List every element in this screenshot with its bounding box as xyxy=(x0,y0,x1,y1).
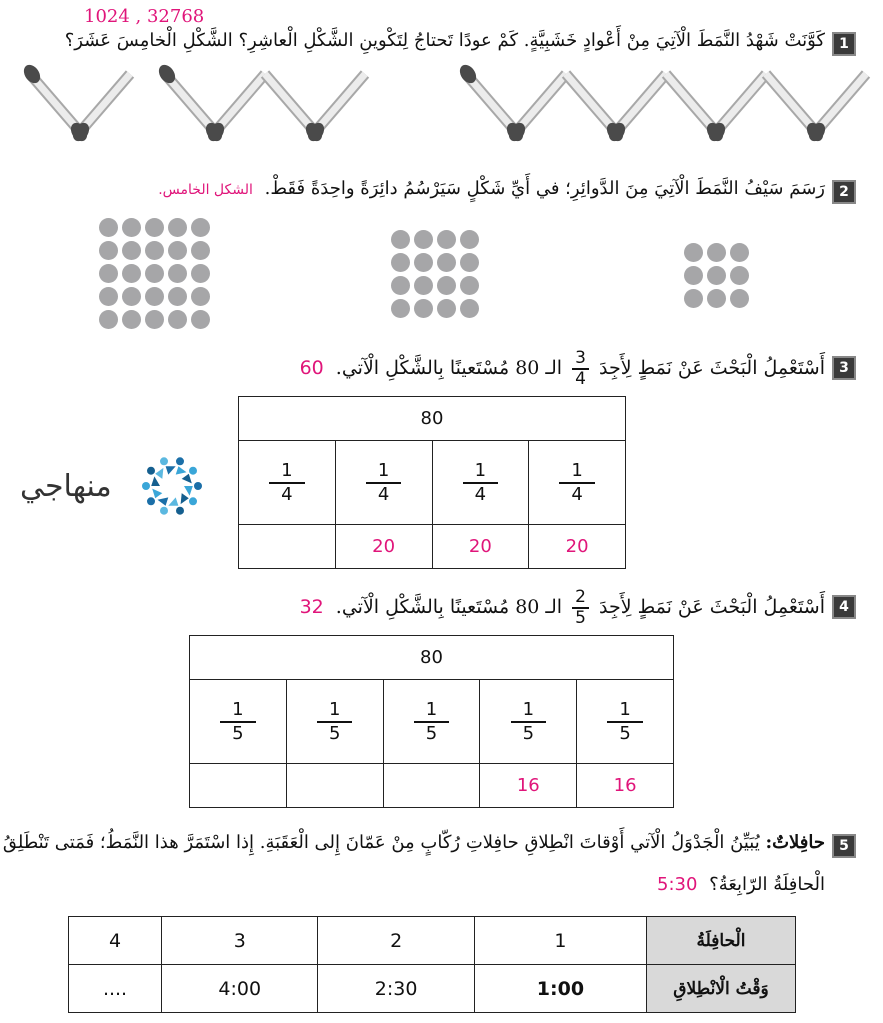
q5-number-badge: 5 xyxy=(832,834,856,858)
q1-number-badge: 1 xyxy=(832,32,856,56)
circle-dot xyxy=(391,299,410,318)
circle-dot xyxy=(168,287,187,306)
q4-text xyxy=(300,585,825,629)
q4-total-cell: 80 xyxy=(190,636,674,680)
logo-person-head xyxy=(176,457,184,465)
logo-person-body xyxy=(181,493,189,504)
circle-dot xyxy=(122,287,141,306)
q4-cell-den: 5 xyxy=(425,722,438,744)
logo-person-body xyxy=(182,474,192,484)
q5-bus-number-cell: 1 xyxy=(474,917,646,965)
q5-line2 xyxy=(657,874,825,895)
q2-text xyxy=(158,178,825,199)
q3-cell-fraction xyxy=(463,460,498,506)
q2-grid-4x4 xyxy=(391,230,479,318)
q4-cell-fraction xyxy=(511,699,546,745)
circle-dot xyxy=(99,310,118,329)
circle-dot xyxy=(414,276,433,295)
q5-bus-header-cell: الْحافِلَةُ xyxy=(647,917,796,965)
circle-dot xyxy=(460,230,479,249)
q4-fraction-cell xyxy=(577,680,674,764)
q3-fraction-cell xyxy=(529,441,626,525)
q4-cell-num: 1 xyxy=(607,699,642,723)
logo-person-body xyxy=(152,489,162,499)
q5-bus-number-cell: 4 xyxy=(69,917,162,965)
circle-dot xyxy=(391,253,410,272)
q3-fraction xyxy=(572,349,589,389)
q2-question: رَسَمَ سَيْفُ النَّمَطَ الْآتِيَ مِنَ الدَّوائِرِ؛ في أَيِّ شَكْلٍ سَيَرْسُمُ دائِرَةً واحِدَةً فَقَطْ. xyxy=(264,178,825,199)
circle-dot xyxy=(437,253,456,272)
logo-person-head xyxy=(189,497,197,505)
q3-frac-den: 4 xyxy=(575,369,586,389)
q3-cell-num: 1 xyxy=(559,460,594,484)
q5-departure-time-cell: 4:00 xyxy=(162,965,318,1013)
q3-cell-num: 1 xyxy=(269,460,304,484)
circle-dot xyxy=(191,287,210,306)
matchstick xyxy=(806,74,866,144)
circle-dot xyxy=(145,264,164,283)
q4-cell-den: 5 xyxy=(328,722,341,744)
q3-cell-fraction xyxy=(559,460,594,506)
q5-bus-number-cell: 3 xyxy=(162,917,318,965)
circle-dot xyxy=(122,241,141,260)
q3-value-cell xyxy=(239,525,336,569)
q3-cell-den: 4 xyxy=(474,483,487,505)
circle-dot xyxy=(122,218,141,237)
q4-cell-fraction xyxy=(220,699,255,745)
q3-table xyxy=(238,396,626,569)
q3-number-badge: 3 xyxy=(832,356,856,380)
manhaji-logo-icon xyxy=(132,446,212,526)
circle-dot xyxy=(191,310,210,329)
q1-matchstick-figures xyxy=(0,60,883,150)
q3-total-cell: 80 xyxy=(239,397,626,441)
circle-dot xyxy=(414,230,433,249)
logo-person-head xyxy=(142,482,150,490)
circle-dot xyxy=(99,218,118,237)
logo-person-head xyxy=(147,497,155,505)
circle-dot xyxy=(707,289,726,308)
q4-table xyxy=(189,635,674,808)
circle-dot xyxy=(99,241,118,260)
circle-dot xyxy=(99,287,118,306)
circle-dot xyxy=(168,241,187,260)
q4-number-badge: 4 xyxy=(832,595,856,619)
circle-dot xyxy=(684,289,703,308)
q3-cell-num: 1 xyxy=(366,460,401,484)
q3-frac-num: 3 xyxy=(572,349,589,370)
q3-text xyxy=(300,346,825,390)
q3-fraction-cell xyxy=(335,441,432,525)
q5-bus-number-cell: 2 xyxy=(318,917,474,965)
q4-cell-den: 5 xyxy=(232,722,244,744)
circle-dot xyxy=(460,276,479,295)
q4-cell-den: 5 xyxy=(619,722,631,744)
q2-number-badge: 2 xyxy=(832,180,856,204)
q4-cell-fraction xyxy=(607,699,642,745)
q3-fraction-cell xyxy=(432,441,529,525)
q4-fraction-cell xyxy=(286,680,383,764)
circle-dot xyxy=(707,266,726,285)
circle-dot xyxy=(391,230,410,249)
circle-dot xyxy=(145,241,164,260)
circle-dot xyxy=(730,289,749,308)
q4-text-before: أَسْتَعْمِلُ الْبَحْثَ عَنْ نَمَطٍ لِأَجِدَ xyxy=(598,596,825,618)
logo-person-body xyxy=(176,466,187,474)
q2-grid-5x5 xyxy=(99,218,210,329)
q4-cell-num: 1 xyxy=(414,699,449,723)
logo-person-body xyxy=(158,497,169,505)
q4-value-cell: 16 xyxy=(577,764,674,808)
logo-person-body xyxy=(168,497,178,505)
q4-frac-den: 5 xyxy=(575,608,586,628)
q4-cell-den: 5 xyxy=(522,722,535,744)
logo-person-head xyxy=(160,507,168,515)
circle-dot xyxy=(122,310,141,329)
matchstick xyxy=(305,74,365,144)
q3-cell-fraction xyxy=(269,460,304,506)
q1-text: كَوَّنَتْ شَهْدُ النَّمَطَ الْآتِيَ مِنْ أَعْوادٍ خَشَبِيَّةٍ. كَمْ عودًا تَحتاجُ لِتَكْوينِ الشَّكْلِ الْعاشِرِ؟ الشَّكْلِ الْخامِسَ عَشَرَ؟ xyxy=(64,30,825,51)
circle-dot xyxy=(730,266,749,285)
q3-value-cell: 20 xyxy=(529,525,626,569)
q5-label: حافِلاتٌ: xyxy=(765,832,825,853)
matchstick xyxy=(205,74,265,144)
circle-dot xyxy=(145,287,164,306)
circle-dot xyxy=(730,243,749,262)
circle-dot xyxy=(122,264,141,283)
q5-line1 xyxy=(3,832,825,853)
q5-line2-text: الْحافِلَةُ الرّابِعَةُ؟ xyxy=(709,874,825,895)
logo-person-head xyxy=(160,457,168,465)
q5-time-header-cell: وَقْتُ الْانْطِلاقِ xyxy=(647,965,796,1013)
q4-cell-fraction xyxy=(414,699,449,745)
circle-dot xyxy=(391,276,410,295)
q3-cell-den: 4 xyxy=(281,483,293,505)
logo-person-head xyxy=(176,507,184,515)
q4-value-cell xyxy=(286,764,383,808)
q2-grid-3x3 xyxy=(684,243,749,308)
q3-cell-fraction xyxy=(366,460,401,506)
q3-answer: 60 xyxy=(299,357,324,379)
circle-dot xyxy=(191,264,210,283)
q3-value-cell: 20 xyxy=(432,525,529,569)
q3-cell-den: 4 xyxy=(571,483,583,505)
q4-answer: 32 xyxy=(299,596,324,618)
logo-person-body xyxy=(155,468,163,479)
q4-text-after: الـ 80 مُسْتَعينًا بِالشَّكْلِ الْآتي. xyxy=(335,596,563,618)
q4-fraction-cell xyxy=(480,680,577,764)
q3-cell-den: 4 xyxy=(377,483,390,505)
logo-person-body xyxy=(184,486,193,496)
circle-dot xyxy=(437,299,456,318)
q3-value-cell: 20 xyxy=(335,525,432,569)
q4-value-cell xyxy=(190,764,287,808)
circle-dot xyxy=(437,276,456,295)
q4-frac-num: 2 xyxy=(572,588,589,609)
circle-dot xyxy=(414,253,433,272)
q5-departure-time-cell: .... xyxy=(69,965,162,1013)
matchstick xyxy=(706,74,766,144)
circle-dot xyxy=(191,218,210,237)
circle-dot xyxy=(168,264,187,283)
logo-person-head xyxy=(194,482,202,490)
q5-bus-table xyxy=(68,916,796,1013)
q4-fraction xyxy=(572,588,589,628)
q3-text-before: أَسْتَعْمِلُ الْبَحْثَ عَنْ نَمَطٍ لِأَجِدَ xyxy=(598,357,825,379)
matchstick xyxy=(506,74,566,144)
q5-departure-time-cell: 1:00 xyxy=(474,965,646,1013)
logo-person-head xyxy=(189,467,197,475)
logo-person-head xyxy=(147,467,155,475)
q2-answer: الشكل الخامس. xyxy=(158,182,253,198)
q4-fraction-cell xyxy=(383,680,480,764)
circle-dot xyxy=(168,310,187,329)
q4-cell-num: 1 xyxy=(511,699,546,723)
circle-dot xyxy=(99,264,118,283)
circle-dot xyxy=(684,243,703,262)
circle-dot xyxy=(191,241,210,260)
circle-dot xyxy=(145,310,164,329)
q3-cell-num: 1 xyxy=(463,460,498,484)
circle-dot xyxy=(145,218,164,237)
circle-dot xyxy=(437,230,456,249)
circle-dot xyxy=(414,299,433,318)
q3-text-after: الـ 80 مُسْتَعينًا بِالشَّكْلِ الْآتي. xyxy=(335,357,563,379)
q1-answer: 1024 , 32768 xyxy=(84,6,205,27)
q4-value-cell: 16 xyxy=(480,764,577,808)
matchstick xyxy=(70,74,130,144)
q4-fraction-cell xyxy=(190,680,287,764)
q5-answer: 5:30 xyxy=(657,874,698,895)
circle-dot xyxy=(460,253,479,272)
logo-person-body xyxy=(151,476,160,486)
q5-line1-text: يُبَيِّنُ الْجَدْوَلُ الْآتي أَوْقاتَ انْطِلاقِ حافِلاتِ رُكّابٍ مِنْ عَمّانَ إِلى الْعَقَبَةِ. إِذا اسْتَمَرَّ هذا النَّمَطُ؛ فَمَتى تَنْطَلِقُ xyxy=(2,832,760,853)
q3-fraction-cell xyxy=(239,441,336,525)
q4-value-cell xyxy=(383,764,480,808)
circle-dot xyxy=(460,299,479,318)
circle-dot xyxy=(707,243,726,262)
manhaji-logo-text: منهاجي xyxy=(20,469,112,504)
circle-dot xyxy=(168,218,187,237)
q5-departure-time-cell: 2:30 xyxy=(318,965,474,1013)
logo-person-body xyxy=(166,466,176,474)
circle-dot xyxy=(684,266,703,285)
q4-cell-num: 1 xyxy=(220,699,255,723)
q4-cell-num: 1 xyxy=(317,699,352,723)
matchstick xyxy=(606,74,666,144)
q4-cell-fraction xyxy=(317,699,352,745)
